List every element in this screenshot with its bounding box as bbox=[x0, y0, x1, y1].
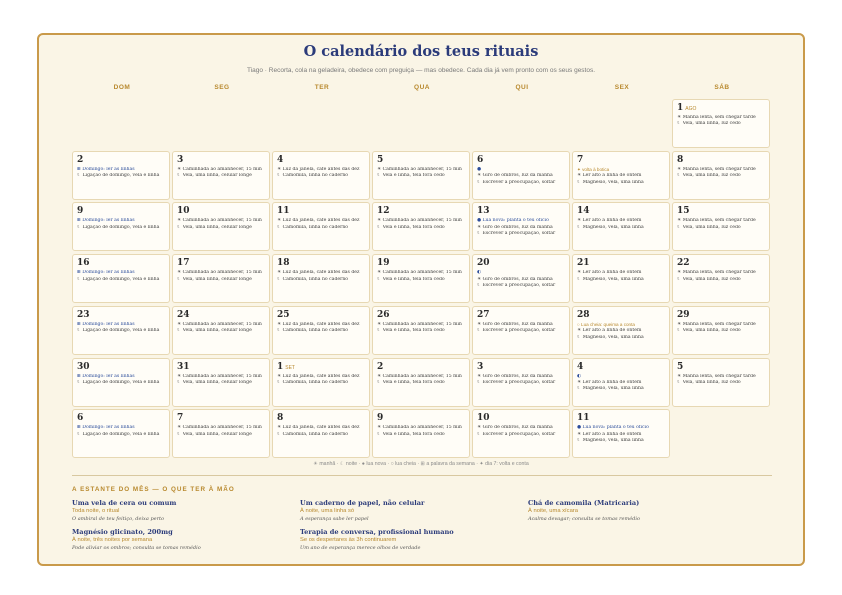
ritual-line: ◐ bbox=[477, 270, 482, 276]
day-number bbox=[577, 258, 665, 270]
day-cell bbox=[372, 358, 470, 407]
ritual-line: ☾ Vela e linha, tela fora cedo bbox=[377, 328, 445, 334]
day-cell bbox=[372, 202, 470, 251]
ritual-line: ☾ Vela, uma linha, celular longe bbox=[177, 276, 252, 282]
day-number bbox=[677, 310, 765, 322]
ritual-line: ☀ Caminhada ao amanhecer, 15 min bbox=[177, 321, 262, 327]
day-number-text: 30 bbox=[77, 361, 90, 372]
ritual-line: ⊞ Domingo: ler as linhas bbox=[77, 270, 135, 276]
ritual-line: ☾ Ligação de domingo, vela e linha bbox=[77, 328, 160, 334]
day-cell bbox=[272, 254, 370, 303]
day-cell bbox=[572, 254, 670, 303]
weekday-label: QUA bbox=[414, 84, 430, 91]
ritual-line: ☾ Vela, uma linha, celular longe bbox=[177, 431, 252, 437]
day-number-text: 10 bbox=[477, 413, 490, 424]
day-number bbox=[377, 310, 465, 322]
ritual-line: ☾ Vela, uma linha, luz cedo bbox=[677, 276, 741, 282]
ritual-line: ☾ Vela, uma linha, celular longe bbox=[177, 328, 252, 334]
day-number bbox=[77, 362, 165, 374]
ritual-line: ☾ Vela e linha, tela fora cedo bbox=[377, 224, 445, 230]
calendar-sheet bbox=[37, 33, 805, 566]
ritual-line: ☀ Caminhada ao amanhecer, 15 min bbox=[377, 321, 462, 327]
ritual-line: ☾ Camomila, linha no caderno bbox=[277, 328, 349, 334]
ritual-line: ☾ Vela e linha, tela fora cedo bbox=[377, 173, 445, 179]
ritual-line: ☀ Manhã lenta, sem chegar tarde bbox=[677, 321, 756, 327]
shelf-item-note: Um ano de esperança merece olhos de verdade bbox=[300, 545, 421, 551]
day-cell bbox=[372, 151, 470, 200]
day-number-text: 3 bbox=[177, 154, 184, 165]
ritual-line: ☀ Manhã lenta, sem chegar tarde bbox=[677, 166, 756, 172]
ritual-line: ⊞ Domingo: ler as linhas bbox=[77, 425, 135, 431]
day-number bbox=[577, 310, 665, 322]
day-number bbox=[477, 310, 565, 322]
day-number bbox=[377, 155, 465, 167]
day-cell bbox=[172, 409, 270, 458]
ritual-line: ☀ Caminhada ao amanhecer, 15 min bbox=[377, 166, 462, 172]
day-number bbox=[577, 413, 665, 425]
day-cell bbox=[272, 306, 370, 355]
day-number bbox=[377, 362, 465, 374]
ritual-line: ⊞ Domingo: ler as linhas bbox=[77, 166, 135, 172]
day-cell bbox=[672, 358, 770, 407]
day-number-text: 19 bbox=[377, 258, 390, 269]
day-cell bbox=[472, 254, 570, 303]
ritual-line: ☾ Escrever a preocupação, soltar bbox=[477, 179, 556, 185]
day-cell bbox=[72, 202, 170, 251]
day-cell bbox=[672, 99, 770, 148]
day-number-text: 28 bbox=[577, 309, 590, 320]
day-number bbox=[77, 155, 165, 167]
day-number-text: 12 bbox=[377, 206, 390, 217]
day-cell bbox=[672, 306, 770, 355]
day-cell bbox=[572, 358, 670, 407]
day-number-text: 11 bbox=[577, 413, 590, 424]
ritual-line: ☀ Caminhada ao amanhecer, 15 min bbox=[177, 270, 262, 276]
day-cell bbox=[472, 151, 570, 200]
shelf-item-note: A esperança sabe ler papel bbox=[300, 516, 369, 522]
ritual-line: ☾ Vela, uma linha, luz cedo bbox=[677, 173, 741, 179]
day-cell bbox=[472, 306, 570, 355]
legend: ☀ manhã · ☾ noite · ● lua nova · ○ lua cheia · ⊞ a palavra da semana · ✦ dia 7: volta e conta bbox=[313, 461, 529, 467]
day-number bbox=[677, 258, 765, 270]
day-cell bbox=[672, 151, 770, 200]
page-subtitle: Tiago · Recorta, cola na geladeira, obedece com preguiça — mas obedece. Cada dia já vem pronto com os seus gestos. bbox=[246, 67, 596, 74]
shelf-item bbox=[72, 499, 292, 523]
shelf-item-name: Magnésio glicinato, 200mg bbox=[72, 528, 173, 536]
shelf-item-name: Chá de camomila (Matricaria) bbox=[528, 499, 640, 507]
day-cell bbox=[172, 202, 270, 251]
day-number bbox=[677, 155, 765, 167]
day-number-text: 29 bbox=[677, 309, 690, 320]
day-number-text: 18 bbox=[277, 258, 290, 269]
day-cell bbox=[372, 409, 470, 458]
day-cell bbox=[672, 254, 770, 303]
day-number bbox=[677, 362, 765, 374]
day-number-text: 9 bbox=[77, 206, 84, 217]
month-label: AGO bbox=[685, 106, 697, 112]
ritual-line: ● Lua nova: planta o teu ofício bbox=[577, 425, 649, 431]
ritual-line: ☾ Camomila, linha no caderno bbox=[277, 173, 349, 179]
ritual-line: ☾ Ligação de domingo, vela e linha bbox=[77, 173, 160, 179]
day-number-text: 8 bbox=[677, 154, 684, 165]
ritual-line: ☀ Luz da janela, café antes das dez bbox=[277, 166, 360, 172]
day-cell bbox=[372, 254, 470, 303]
ritual-line: ☀ Ler alto a linha de ontem bbox=[577, 270, 642, 276]
day-number-text: 23 bbox=[77, 309, 90, 320]
day-cell bbox=[572, 202, 670, 251]
ritual-line: ☀ Luz da janela, café antes das dez bbox=[277, 218, 360, 224]
ritual-line: ☀ Giro de ombros, luz da manhã bbox=[477, 425, 553, 431]
weekday-label: SEX bbox=[614, 84, 630, 91]
ritual-line: ☀ Giro de ombros, luz da manhã bbox=[477, 373, 553, 379]
ritual-line: ☀ Manhã lenta, sem chegar tarde bbox=[677, 270, 756, 276]
day-number-text: 21 bbox=[577, 258, 590, 269]
ritual-line: ☾ Vela, uma linha, luz cedo bbox=[677, 224, 741, 230]
shelf-item-note: Acalma devagar; consulta se tomas remédio bbox=[528, 516, 640, 522]
day-cell bbox=[672, 202, 770, 251]
day-cell bbox=[572, 409, 670, 458]
ritual-line: ☀ Caminhada ao amanhecer, 15 min bbox=[377, 218, 462, 224]
divider bbox=[72, 475, 772, 476]
day-cell bbox=[272, 151, 370, 200]
shelf-item-name: Um caderno de papel, não celular bbox=[300, 499, 425, 507]
ritual-line: ☀ Manhã lenta, sem chegar tarde bbox=[677, 115, 756, 120]
ritual-line: ☀ Caminhada ao amanhecer, 15 min bbox=[177, 166, 262, 172]
day-number bbox=[177, 413, 265, 425]
ritual-line: ☾ Vela, uma linha, celular longe bbox=[177, 379, 252, 385]
ritual-line: ☀ Giro de ombros, luz da manhã bbox=[477, 321, 553, 327]
day-number-text: 1 bbox=[277, 361, 284, 372]
ritual-line: ☾ Vela e linha, tela fora cedo bbox=[377, 431, 445, 437]
ritual-line: ☀ Ler alto a linha de ontem bbox=[577, 379, 642, 385]
day-number-text: 7 bbox=[577, 154, 584, 165]
day-number bbox=[277, 310, 365, 322]
ritual-line: ☀ Ler alto a linha de ontem bbox=[577, 328, 642, 334]
day-number bbox=[77, 413, 165, 425]
day-number-text: 10 bbox=[177, 206, 190, 217]
day-number-text: 5 bbox=[377, 154, 384, 165]
day-number-text: 6 bbox=[77, 413, 84, 424]
ritual-line: ☾ Magnésio, vela, uma linha bbox=[577, 334, 644, 340]
ritual-line: ☀ Manhã lenta, sem chegar tarde bbox=[677, 373, 756, 379]
shelf-item bbox=[528, 499, 748, 523]
day-number-text: 1 bbox=[677, 103, 684, 113]
ritual-line: ☾ Vela, uma linha, luz cedo bbox=[677, 379, 741, 385]
day-cell bbox=[72, 151, 170, 200]
ritual-line: ☾ Vela, uma linha, luz cedo bbox=[677, 121, 741, 127]
day-cell bbox=[72, 358, 170, 407]
day-number-text: 14 bbox=[577, 206, 590, 217]
shelf-item bbox=[300, 499, 520, 523]
day-number-text: 2 bbox=[77, 154, 84, 165]
ritual-line: ☾ Magnésio, vela, uma linha bbox=[577, 224, 644, 230]
ritual-line: ☾ Vela e linha, tela fora cedo bbox=[377, 379, 445, 385]
day-number-text: 3 bbox=[477, 361, 484, 372]
ritual-line: ☾ Magnésio, vela, uma linha bbox=[577, 438, 644, 443]
day-number-text: 4 bbox=[277, 154, 284, 165]
day-cell bbox=[172, 306, 270, 355]
shelf-item-name: Uma vela de cera ou comum bbox=[72, 499, 177, 507]
shelf-title: A ESTANTE DO MÊS — O QUE TER À MÃO bbox=[72, 486, 235, 493]
shelf-item-when: À noite, três noites por semana bbox=[72, 537, 153, 543]
day-cell bbox=[272, 409, 370, 458]
day-number-text: 11 bbox=[277, 206, 290, 217]
day-cell bbox=[272, 202, 370, 251]
ritual-line: ☀ Ler alto a linha de ontem bbox=[577, 431, 642, 437]
ritual-line: ☾ Camomila, linha no caderno bbox=[277, 379, 349, 385]
day-number bbox=[177, 362, 265, 374]
ritual-line: ☀ Caminhada ao amanhecer, 15 min bbox=[177, 218, 262, 224]
weekday-label: TER bbox=[314, 84, 330, 91]
day-number-text: 24 bbox=[177, 309, 190, 320]
ritual-line: ☾ Magnésio, vela, uma linha bbox=[577, 276, 644, 282]
ritual-line: ☀ Luz da janela, café antes das dez bbox=[277, 270, 360, 276]
day-number bbox=[377, 206, 465, 218]
day-number-text: 7 bbox=[177, 413, 184, 424]
ritual-line: ☾ Magnésio, vela, uma linha bbox=[577, 179, 644, 185]
ritual-line: ☀ Ler alto a linha de ontem bbox=[577, 218, 642, 224]
ritual-line: ✦ volta à botica bbox=[577, 166, 610, 172]
shelf-item-when: Se os despertares às 3h continuarem bbox=[300, 537, 397, 543]
ritual-line: ☀ Giro de ombros, luz da manhã bbox=[477, 224, 553, 230]
ritual-line: ☾ Escrever a preocupação, soltar bbox=[477, 431, 556, 437]
day-number-text: 2 bbox=[377, 361, 384, 372]
ritual-line: ☾ Magnésio, vela, uma linha bbox=[577, 386, 644, 392]
weekday-label: DOM bbox=[113, 84, 131, 91]
day-number bbox=[477, 362, 565, 374]
shelf-item-when: À noite, uma linha só bbox=[300, 508, 355, 514]
shelf-item bbox=[300, 528, 520, 552]
weekday-label: SÁB bbox=[714, 84, 730, 91]
day-cell bbox=[372, 306, 470, 355]
day-number bbox=[277, 258, 365, 270]
ritual-line: ☀ Giro de ombros, luz da manhã bbox=[477, 276, 553, 282]
day-number bbox=[577, 362, 665, 374]
ritual-line: ⊞ Domingo: ler as linhas bbox=[77, 218, 135, 224]
calendar-grid bbox=[72, 99, 772, 454]
day-cell bbox=[72, 409, 170, 458]
day-number-text: 8 bbox=[277, 413, 284, 424]
day-number-text: 15 bbox=[677, 206, 690, 217]
ritual-line: ☾ Vela, uma linha, celular longe bbox=[177, 224, 252, 230]
ritual-line: ○ Lua cheia: queima a conta bbox=[577, 321, 635, 327]
ritual-line: ☾ Escrever a preocupação, soltar bbox=[477, 231, 556, 237]
day-number-text: 17 bbox=[177, 258, 190, 269]
ritual-line: ☾ Camomila, linha no caderno bbox=[277, 224, 349, 230]
ritual-line: ☀ Giro de ombros, luz da manhã bbox=[477, 173, 553, 179]
weekday-label: QUI bbox=[515, 84, 529, 91]
ritual-line: ☾ Escrever a preocupação, soltar bbox=[477, 328, 556, 334]
day-number-text: 20 bbox=[477, 258, 490, 269]
day-number-text: 31 bbox=[177, 361, 190, 372]
ritual-line: ☾ Ligação de domingo, vela e linha bbox=[77, 431, 160, 437]
ritual-line: ☾ Vela e linha, tela fora cedo bbox=[377, 276, 445, 282]
day-number-text: 13 bbox=[477, 206, 490, 217]
day-number bbox=[477, 206, 565, 218]
ritual-line: ☀ Caminhada ao amanhecer, 15 min bbox=[377, 425, 462, 431]
ritual-line: ☾ Ligação de domingo, vela e linha bbox=[77, 276, 160, 282]
ritual-line: ☀ Caminhada ao amanhecer, 15 min bbox=[377, 270, 462, 276]
day-number bbox=[277, 362, 365, 374]
day-number bbox=[577, 155, 665, 167]
day-cell bbox=[272, 358, 370, 407]
shelf-item-name: Terapia de conversa, profissional humano bbox=[300, 528, 454, 536]
ritual-line: ☾ Escrever a preocupação, soltar bbox=[477, 379, 556, 385]
day-cell bbox=[172, 151, 270, 200]
day-number-text: 4 bbox=[577, 361, 584, 372]
ritual-line: ● bbox=[477, 166, 482, 172]
day-number bbox=[177, 155, 265, 167]
ritual-line: ● Lua nova: planta o teu ofício bbox=[477, 218, 549, 224]
day-number-text: 9 bbox=[377, 413, 384, 424]
ritual-line: ☀ Caminhada ao amanhecer, 15 min bbox=[377, 373, 462, 379]
day-number bbox=[277, 206, 365, 218]
ritual-line: ☀ Ler alto a linha de ontem bbox=[577, 173, 642, 179]
day-number-text: 5 bbox=[677, 361, 684, 372]
weekday-label: SEG bbox=[214, 84, 230, 91]
day-number bbox=[277, 155, 365, 167]
day-number bbox=[377, 413, 465, 425]
page-title: O calendário dos teus rituais bbox=[303, 43, 539, 60]
ritual-line: ☾ Vela, uma linha, celular longe bbox=[177, 173, 252, 179]
ritual-line: ☾ Escrever a preocupação, soltar bbox=[477, 282, 556, 288]
day-cell bbox=[172, 254, 270, 303]
weekday-header bbox=[72, 84, 772, 96]
day-number bbox=[677, 206, 765, 218]
day-cell bbox=[172, 358, 270, 407]
day-number bbox=[577, 206, 665, 218]
day-number-text: 22 bbox=[677, 258, 690, 269]
day-cell bbox=[572, 306, 670, 355]
ritual-line: ☾ Camomila, linha no caderno bbox=[277, 431, 349, 437]
day-number bbox=[77, 258, 165, 270]
shelf-item-when: À noite, uma xícara bbox=[528, 508, 578, 514]
ritual-line: ⊞ Domingo: ler as linhas bbox=[77, 321, 135, 327]
ritual-line: ☾ Vela, uma linha, luz cedo bbox=[677, 328, 741, 334]
ritual-line: ☀ Luz da janela, café antes das dez bbox=[277, 321, 360, 327]
day-cell bbox=[572, 151, 670, 200]
day-number bbox=[77, 206, 165, 218]
day-cell bbox=[472, 358, 570, 407]
day-number bbox=[177, 310, 265, 322]
day-number-text: 27 bbox=[477, 309, 490, 320]
ritual-line: ☾ Camomila, linha no caderno bbox=[277, 276, 349, 282]
day-number bbox=[377, 258, 465, 270]
day-number bbox=[477, 413, 565, 425]
day-number bbox=[477, 155, 565, 167]
ritual-line: ☀ Caminhada ao amanhecer, 15 min bbox=[177, 373, 262, 379]
ritual-line: ☾ Ligação de domingo, vela e linha bbox=[77, 379, 160, 385]
ritual-line: ☀ Luz da janela, café antes das dez bbox=[277, 425, 360, 431]
month-label: SET bbox=[285, 364, 295, 371]
shelf-item-note: O ambiral de teu feitiço, deixa perto bbox=[72, 516, 165, 522]
ritual-line: ☾ Ligação de domingo, vela e linha bbox=[77, 224, 160, 230]
day-cell bbox=[72, 306, 170, 355]
shelf-item-note: Pode aliviar os ombros; consulta se tomas remédio bbox=[72, 545, 201, 551]
day-number-text: 16 bbox=[77, 258, 90, 269]
day-cell bbox=[472, 409, 570, 458]
day-number-text: 25 bbox=[277, 309, 290, 320]
day-number-text: 26 bbox=[377, 309, 390, 320]
day-cell bbox=[72, 254, 170, 303]
shelf-item-when: Toda noite, o ritual bbox=[72, 508, 120, 514]
ritual-line: ⊞ Domingo: ler as linhas bbox=[77, 373, 135, 379]
ritual-line: ◐ bbox=[577, 373, 582, 379]
day-number bbox=[277, 413, 365, 425]
day-number bbox=[677, 103, 765, 115]
day-number bbox=[177, 258, 265, 270]
day-number bbox=[77, 310, 165, 322]
day-number bbox=[177, 206, 265, 218]
day-number bbox=[477, 258, 565, 270]
day-number-text: 6 bbox=[477, 154, 484, 165]
day-cell bbox=[472, 202, 570, 251]
ritual-line: ☀ Luz da janela, café antes das dez bbox=[277, 373, 360, 379]
ritual-line: ☀ Caminhada ao amanhecer, 15 min bbox=[177, 425, 262, 431]
ritual-line: ☀ Manhã lenta, sem chegar tarde bbox=[677, 218, 756, 224]
shelf-item bbox=[72, 528, 292, 552]
